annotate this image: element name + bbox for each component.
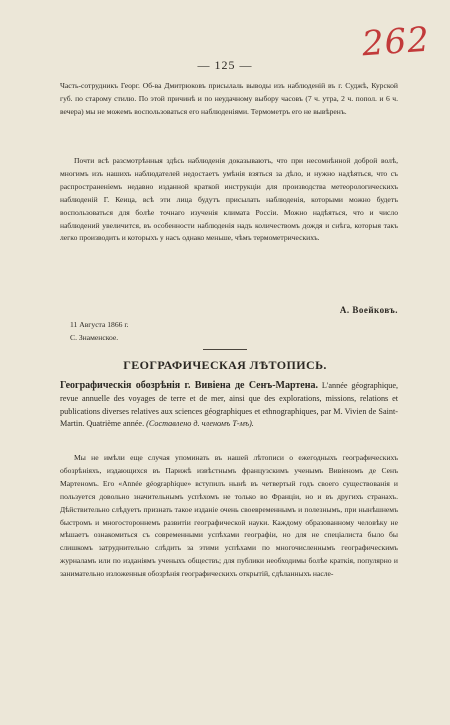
article-heading: Географическія обозрѣнія г. Вивіена де Сенъ-Мартена. [60, 380, 319, 391]
article-body [60, 452, 398, 581]
page-number: — 125 — [197, 58, 253, 72]
author-signature: А. Воейковъ. [339, 305, 398, 315]
article-lead-note: (Составлено д. членомъ Т-мъ). [146, 419, 254, 429]
section-divider [203, 349, 247, 350]
dateline-place: С. Знаменское. [70, 333, 119, 342]
paragraph-observations [60, 80, 398, 119]
handwritten-page-annotation: 262 [360, 19, 432, 65]
dateline-date: 11 Августа 1866 г. [70, 320, 129, 329]
section-title: ГЕОГРАФИЧЕСКАЯ ЛѢТОПИСЬ. [123, 358, 327, 372]
article-lead-text: L'année géographique, revue annuelle des voyages de terre et de mer, ainsi que des explorations, missions, relations et publications diverses relatives aux sciences géographiques et ethnographiques, par M. Vivien de Saint-Martin. Quatrième année. [60, 381, 398, 429]
paragraph-2-text: Почти всѣ разсмотрѣнныя здѣсь наблюденія доказываютъ, что при несомнѣнной доброй волѣ, многимъ изъ нашихъ наблюдателей недостаетъ умѣнія взяться за дѣло, и нужно надѣяться, что съ распространеніемъ недавно изданной краткой инструкціи для производства метеорологическихъ наблюденій Г. Кеица, всѣ эти лица будутъ присылать наблюденія, которыми можно будетъ воспользоваться для болѣе точнаго изученія климата Россіи. Можно надѣяться, что и число наблюдений увеличится, въ особенности наблюденія надъ количествомъ дождя и снѣга, которыя такъ легко производить и которыхъ у насъ однако меньше, чѣмъ термометрическихъ. [60, 156, 398, 243]
paragraph-conclusion [60, 155, 398, 245]
paragraph-3-text: Мы не имѣли еще случая упоминать въ нашей лѣтописи о ежегодныхъ географическихъ обозрѣніяхъ, издающихся въ Парижѣ извѣстнымъ французскимъ ученымъ Вивіеномъ де Сенъ Мартеномъ. Его «Année géographique» вступилъ нынѣ въ четвертый годъ своего существованія и пользуется довольно значительнымъ успѣхомъ не только во Франціи, но и въ другихъ странахъ. Дѣйствительно слѣдуетъ признать такое изданіе очень своевременнымъ и полезнымъ, при нынѣшнемъ быстромъ и многостороннемъ развитіи географической науки. Каждому образованному человѣку не мѣшаетъ ознакомиться съ современными успѣхами географіи, но для не спеціалиста было бы слишкомъ затруднительно слѣдить за этими успѣхами по многочисленнымъ географическимъ журналамъ или по изданіямъ ученыхъ обществъ; для публики необходимы болѣе краткія, популярно и занимательно изложенныя обозрѣнія географическихъ открытій, сдѣланныхъ насле- [60, 453, 398, 579]
paragraph-1-text: Часть-сотрудникъ Георг. Об-ва Дмитрюковъ присылаль выводы изъ наблюденій въ г. Суджѣ, Курской губ. по старому стилю. По этой причинѣ и по неудачному выбору часовъ (7 ч. утра, 2 ч. попол. и 6 ч. вечера) мы не можемъ воспользоваться его наблюденіями. Термометръ его не вывѣренъ. [60, 81, 398, 116]
article-lead [60, 380, 398, 431]
